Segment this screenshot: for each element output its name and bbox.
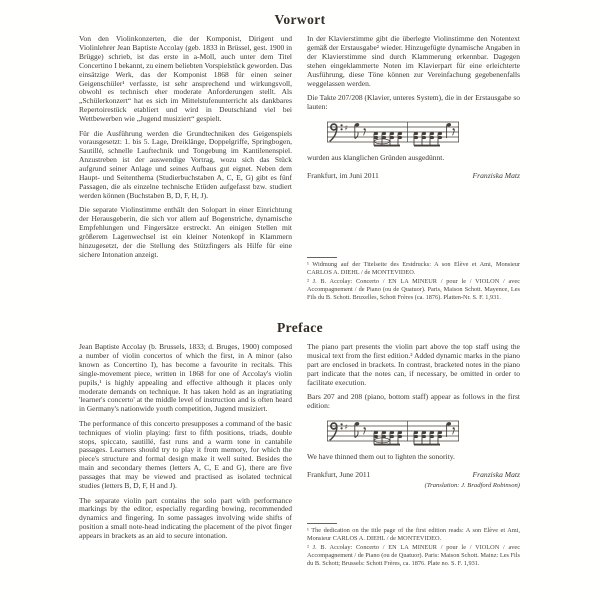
footnote: ² J. B. Accolay: Concerto / EN LA MINEUR / pour le / VIOLON / avec Accompagnement / de Piano (ou de Quatuor). Paris: Maison Schott. Mainz: Les Fils du B. Schott; Brussels: Schott Frères, ca. 1876. Plate no. S. F. 1,931. [307,544,520,567]
vorwort-paragraph: In der Klavierstimme gibt die überlegte Violinstimme den Notentext gemäß der Erstausgabe² wieder. Hinzugefügte dynamische Angaben in der Klavierstimme sind durch Klammerung erkennbar. Dagegen stehen eingeklammerte Noten im Klavierpart für eine erleichterte Ausführung, diese Töne können zur Vereinfachung gegebenenfalls weggelassen werden. [307,34,520,88]
vorwort-author-name: Franziska Matz [472,171,520,181]
preface-footnote-list [307,527,520,567]
vorwort-footnote-list [307,261,520,301]
preface-after-music-text: We have thinned them out to lighten the sonority. [307,452,455,462]
vorwort-right-column [307,35,520,303]
bass-clef-staff-icon [327,416,459,448]
footnote-rule [307,257,337,258]
preface-right-paragraphs [307,343,520,411]
preface-footnotes [307,523,520,569]
preface-left-column [79,343,292,569]
footnote: ² J. B. Accolay: Concerto / EN LA MINEUR / pour le / VIOLON / avec Accompagnement / de Piano (ou de Quatuor). Paris, Maison Schott. Mayence, Les Fils du B. Schott. Bruxelles, Schott Frères (ca. 1876). Platten-Nr. S. F. 1,931. [307,278,520,301]
vorwort-columns [79,35,521,303]
preface-paragraph: Jean Baptiste Accolay (b. Brussels, 1833; d. Bruges, 1900) composed a number of violin concertos of which the first, in A minor (also known as Concertino I), has become a favourite in recitals. This single-movement piece, written in 1868 for one of Accolay's violin pupils,¹ is highly appealing and effective although it places only moderate demands on technique. It has taken hold as an ingratiating 'learner's concerto' at the middle level of instruction and is often heard in Germany's nationwide youth competition, Jugend musiziert. [79,342,292,414]
footnote: ¹ Widmung auf der Titelseite des Erstdrucks: A son Elève et Ami, Monsieur CARLOS A. DIEHL / de MONTEVIDEO. [307,261,520,277]
vorwort-title: Vorwort [274,12,326,27]
footnote-rule [307,523,337,524]
preface-dateline [307,471,520,480]
vorwort-music-example [327,117,520,149]
preface-paragraph: The piano part presents the violin part above the top staff using the musical text from the first edition.² Added dynamic marks in the piano part are enclosed in brackets. In contrast, bracketed notes in the piano part indicate that the notes can, if necessary, be omitted in order to facilitate execution. [307,342,520,387]
vorwort-section [0,12,600,303]
preface-title: Preface [276,320,324,335]
preface-right-column [307,343,520,569]
bass-clef-staff-icon [327,117,459,149]
vorwort-dateline [307,172,520,181]
preface-columns [79,343,521,569]
translation-credit: (Translation: J. Bradford Robinson) [424,482,520,490]
vorwort-paragraph: Von den Violinkonzerten, die der Komponist, Dirigent und Violinlehrer Jean Baptiste Accolay (geb. 1833 in Brüssel, gest. 1900 in Brügge) schrieb, ist das erste in a-Moll, auch unter dem Titel Concertino I bekannt, zu einem beliebten Vorspielstück geworden. Das einsätzige Werk, das der Komponist 1868 für einen seiner Geigenschüler¹ verfasste, ist sehr ansprechend und wirkungsvoll, obwohl es technisch eher moderate Anforderungen stellt. Als „Schülerkonzert“ hat es sich im Mittelstufenunterricht als dankbares Repertoirestück etabliert und wird in Deutschland viel bei Wettbewerben wie „Jugend musiziert“ gespielt. [79,34,292,124]
vorwort-after-music-text: wurden aus klanglichen Gründen ausgedünnt. [307,153,445,163]
footnote: ¹ The dedication on the title page of the first edition reads: A son Elève et Ami, Monsieur CARLOS A. DIEHL / de MONTEVIDEO. [307,527,520,543]
preface-place-date: Frankfurt, June 2011 [307,470,371,480]
vorwort-left-column [79,35,292,303]
vorwort-right-paragraphs [307,35,520,112]
preface-paragraph: Bars 207 and 208 (piano, bottom staff) appear as follows in the first edition: [307,392,520,410]
preface-author-name: Franziska Matz [472,470,520,480]
preface-paragraph: The separate violin part contains the solo part with performance markings by the editor, especially regarding bowing, recommended dynamics and fingering. In some passages involving wide shifts of position a small note-head indicating the placement of the pivot finger appears in brackets as an aid to secure intonation. [79,495,292,541]
vorwort-paragraph: Die separate Violinstimme enthält den Solopart in einer Einrichtung der Herausgeberin, die sich vor allem auf Bogenstriche, dynamische Empfehlungen und Fingersätze erstreckt. An einigen Stellen mit größerem Lagenwechsel ist ein kleiner Notenkopf in Klammern hinzugesetzt, der die Stellung des Stützfingers als Hilfe für eine sichere Intonation anzeigt. [79,205,292,259]
preface-section [0,320,600,569]
vorwort-paragraph: Für die Ausführung werden die Grundtechniken des Geigenspiels vorausgesetzt: 1. bis 5. Lage, Dreiklänge, Doppelgriffe, Springbogen, Sautillé, schnelle Lauftechnik und Tongebung im Kantilenenspiel. Anzustreben ist der auswendige Vortrag, wozu sich das Stück aufgrund seiner Anlage und seines Aufbaus gut eignet. Neben dem Haupt- und Seitenthema (Studierbuchstaben A, C, E, G) gibt es fünf Passagen, die als einzelne technische Etüden aufgefasst bzw. studiert werden können (Buchstaben B, D, F, H, J). [79,128,292,200]
vorwort-footnotes [307,257,520,303]
vorwort-paragraph: Die Takte 207/208 (Klavier, unteres System), die in der Erstausgabe so lauten: [307,92,520,111]
preface-music-example [327,416,520,448]
vorwort-place-date: Frankfurt, im Juni 2011 [307,171,379,181]
preface-paragraph: The performance of this concerto presupposes a command of the basic techniques of violin playing: first to fifth positions, triads, double stops, spiccato, sautillé, fast runs and a warm tone in cantabile passages. Learners should try to play it from memory, for which the piece's structure and formal design make it well suited. Besides the main and secondary themes (letters A, C, E and G), there are five passages that may be viewed and practised as isolated technical studies (letters B, D, F, H and J). [79,418,292,491]
